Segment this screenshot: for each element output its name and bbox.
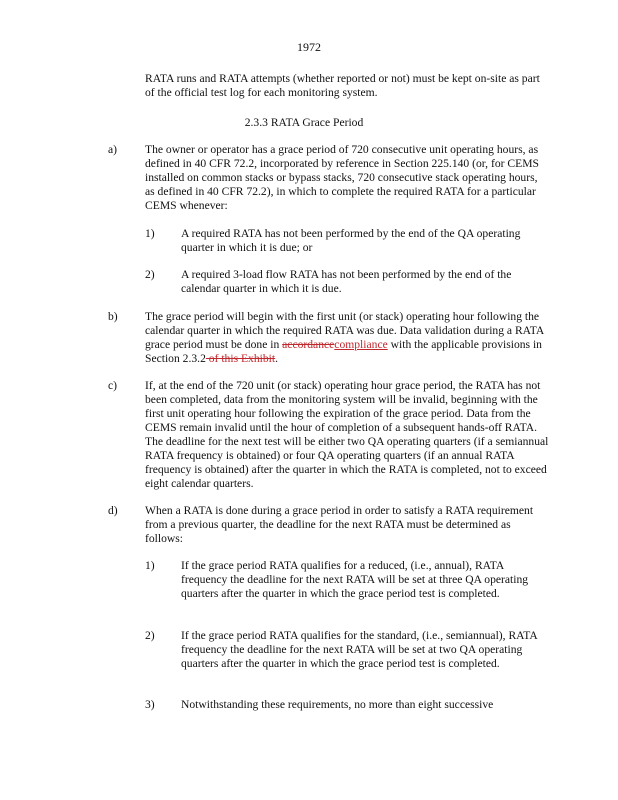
paragraph-b-text-end: . [275,352,279,365]
paragraph-b [145,310,550,366]
paragraph-a-item-1-label: 1) [145,227,155,240]
paragraph-d-item-2: If the grace period RATA qualifies for the standard, (i.e., semiannual), RATA frequency the deadline for the next RATA will be set at two QA operating quarters after the quarter in which the grace period test is completed. [181,629,538,670]
paragraph-d-item-1-label: 1) [145,559,155,572]
paragraph-c-label: c) [108,379,118,392]
intro-paragraph: RATA runs and RATA attempts (whether reported or not) must be kept on-site as part of the official test log for each monitoring system. [145,72,540,99]
paragraph-a-item-1: A required RATA has not been performed by the end of the QA operating quarter in which it is due; or [181,227,521,254]
page-number: 1972 [297,40,321,54]
paragraph-a-label: a) [108,143,118,156]
paragraph-a: The owner or operator has a grace period of 720 consecutive unit operating hours, as defined in 40 CFR 72.2, incorporated by reference in Section 225.140 (or, for CEMS installed on common stacks or bypass stacks, 720 consecutive stack operating hours, as defined in 40 CFR 72.2), in which to complete the required RATA for a particular CEMS whenever: [145,143,539,212]
paragraph-b-label: b) [108,310,118,323]
inserted-text-compliance: compliance [334,338,388,351]
paragraph-d-item-3-label: 3) [145,698,155,711]
deleted-text-of-this-exhibit: of this Exhibit [205,352,276,365]
paragraph-a-item-2-label: 2) [145,268,155,281]
section-heading: 2.3.3 RATA Grace Period [244,116,364,129]
deleted-text-accordance: accordance [282,338,335,351]
paragraph-d-item-1: If the grace period RATA qualifies for a reduced, (i.e., annual), RATA frequency the deadline for the next RATA will be set at three QA operating quarters after the quarter in which the grace period test is completed. [181,559,529,600]
paragraph-d-label: d) [108,504,118,517]
paragraph-c: If, at the end of the 720 unit (or stack) operating hour grace period, the RATA has not been completed, data from the monitoring system will be invalid, beginning with the first unit operating hour following the expiration of the grace period. Data from the CEMS remain invalid until the hour of completion of a subsequent hands-off RATA. The deadline for the next test will be either two QA operating quarters (if a semiannual RATA frequency is obtained) or four QA operating quarters (if an annual RATA frequency is obtained) after the quarter in which the RATA is completed, not to exceed eight calendar quarters. [145,379,549,490]
paragraph-b-text-start: The grace period will begin with the first unit (or stack) operating hour following the calendar quarter in which the required RATA was due. Data validation during a RATA grace period must be done in [145,310,544,351]
paragraph-d-item-2-label: 2) [145,629,155,642]
paragraph-d: When a RATA is done during a grace period in order to satisfy a RATA requirement from a previous quarter, the deadline for the next RATA must be determined as follows: [145,504,534,545]
paragraph-a-item-2: A required 3-load flow RATA has not been performed by the end of the calendar quarter in which it is due. [181,268,512,295]
paragraph-d-item-3: Notwithstanding these requirements, no more than eight successive [181,698,494,711]
paragraph-b-text-middle: with the applicable provisions in Section 2.3.2 [145,338,542,365]
